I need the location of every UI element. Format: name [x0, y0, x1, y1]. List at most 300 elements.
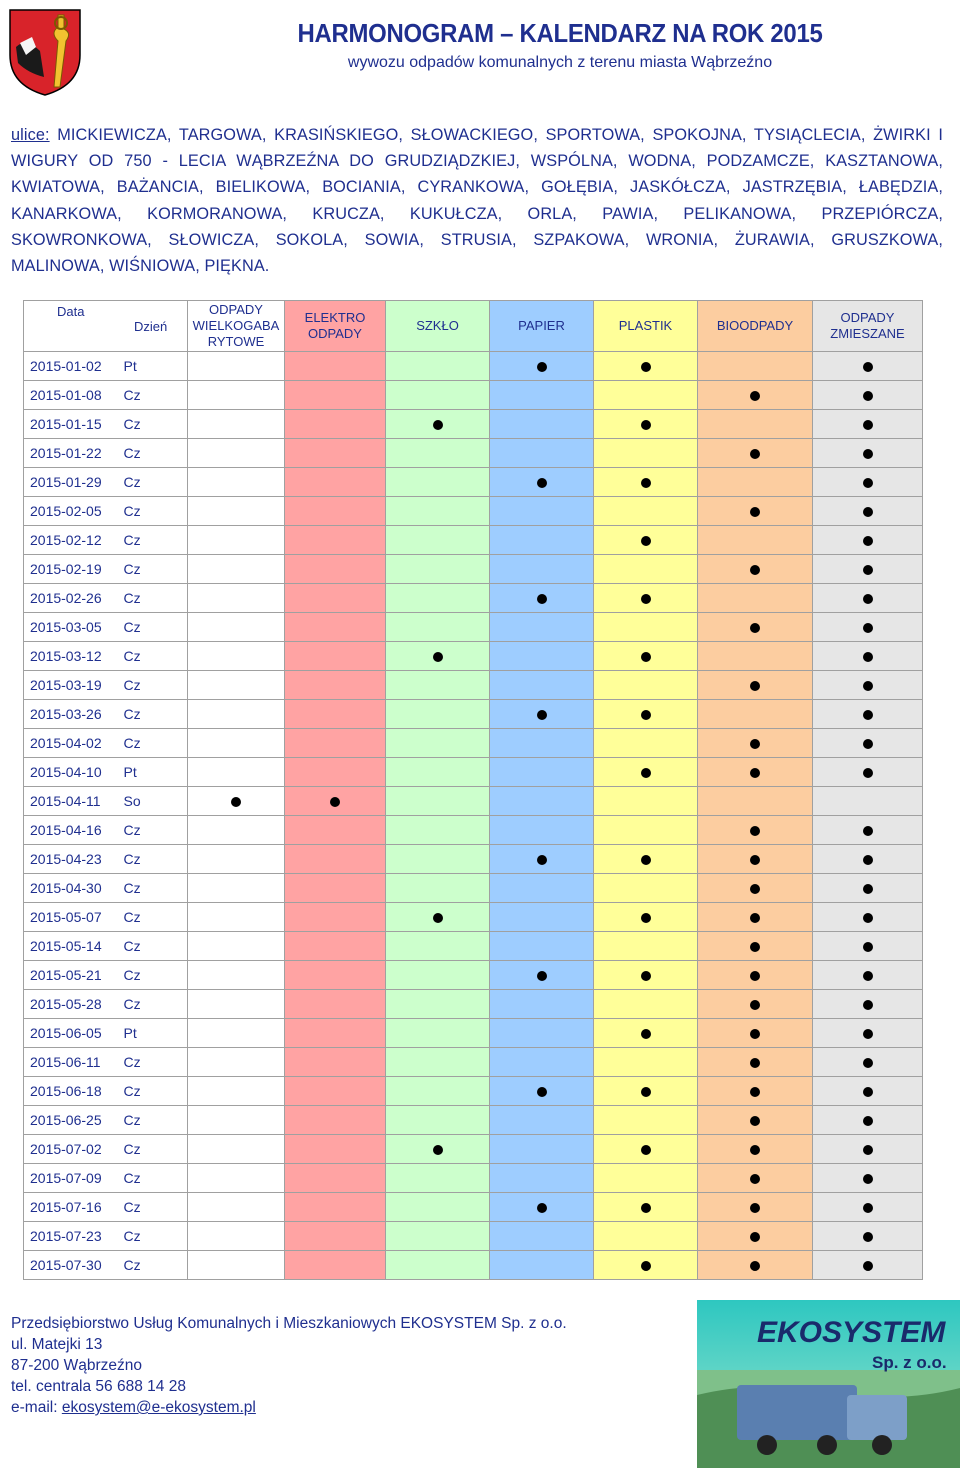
cell-wielkogabaryt: [188, 700, 285, 729]
cell-day: Cz: [121, 990, 188, 1019]
cell-plastik: [594, 990, 698, 1019]
cell-plastik: [594, 787, 698, 816]
cell-date: 2015-06-25: [24, 1106, 121, 1135]
header-date: Data: [57, 304, 85, 319]
cell-day: Cz: [121, 1048, 188, 1077]
cell-day: Cz: [121, 410, 188, 439]
cell-szklo: [386, 352, 490, 381]
table-row: [24, 903, 923, 932]
cell-zmieszane: [813, 787, 923, 816]
cell-elektro: [285, 1019, 386, 1048]
cell-elektro: [285, 932, 386, 961]
cell-day: Cz: [121, 555, 188, 584]
table-row: [24, 961, 923, 990]
table-row: [24, 874, 923, 903]
cell-zmieszane: [813, 352, 923, 381]
footer-street: ul. Matejki 13: [11, 1336, 103, 1353]
cell-bio: [698, 903, 813, 932]
bullet-dot-icon: [863, 826, 873, 836]
bullet-dot-icon: [863, 449, 873, 459]
cell-elektro: [285, 816, 386, 845]
cell-day: Cz: [121, 613, 188, 642]
cell-wielkogabaryt: [188, 1193, 285, 1222]
cell-day: So: [121, 787, 188, 816]
cell-bio: [698, 497, 813, 526]
bullet-dot-icon: [863, 478, 873, 488]
bullet-dot-icon: [863, 391, 873, 401]
bullet-dot-icon: [641, 971, 651, 981]
cell-date: 2015-03-19: [24, 671, 121, 700]
cell-wielkogabaryt: [188, 1048, 285, 1077]
bullet-dot-icon: [537, 971, 547, 981]
cell-papier: [490, 1222, 594, 1251]
bullet-dot-icon: [750, 565, 760, 575]
bullet-dot-icon: [750, 1116, 760, 1126]
cell-day: Cz: [121, 845, 188, 874]
bullet-dot-icon: [863, 884, 873, 894]
cell-wielkogabaryt: [188, 932, 285, 961]
bullet-dot-icon: [750, 971, 760, 981]
cell-elektro: [285, 613, 386, 642]
cell-plastik: [594, 932, 698, 961]
bullet-dot-icon: [863, 1058, 873, 1068]
cell-date: 2015-05-07: [24, 903, 121, 932]
cell-papier: [490, 1164, 594, 1193]
bullet-dot-icon: [641, 855, 651, 865]
cell-bio: [698, 642, 813, 671]
cell-date: 2015-07-16: [24, 1193, 121, 1222]
bullet-dot-icon: [750, 449, 760, 459]
cell-zmieszane: [813, 671, 923, 700]
bullet-dot-icon: [863, 739, 873, 749]
table-row: [24, 990, 923, 1019]
cell-date: 2015-04-10: [24, 758, 121, 787]
cell-elektro: [285, 468, 386, 497]
cell-szklo: [386, 874, 490, 903]
cell-plastik: [594, 1193, 698, 1222]
cell-plastik: [594, 758, 698, 787]
cell-day: Cz: [121, 1135, 188, 1164]
cell-wielkogabaryt: [188, 903, 285, 932]
cell-bio: [698, 932, 813, 961]
cell-papier: [490, 932, 594, 961]
cell-bio: [698, 787, 813, 816]
cell-zmieszane: [813, 642, 923, 671]
cell-plastik: [594, 961, 698, 990]
cell-plastik: [594, 1135, 698, 1164]
cell-day: Cz: [121, 381, 188, 410]
cell-zmieszane: [813, 1048, 923, 1077]
table-row: [24, 700, 923, 729]
bullet-dot-icon: [863, 652, 873, 662]
cell-day: Pt: [121, 352, 188, 381]
cell-szklo: [386, 961, 490, 990]
cell-szklo: [386, 1193, 490, 1222]
cell-date: 2015-05-28: [24, 990, 121, 1019]
cell-szklo: [386, 787, 490, 816]
cell-papier: [490, 845, 594, 874]
cell-date: 2015-03-05: [24, 613, 121, 642]
cell-wielkogabaryt: [188, 439, 285, 468]
cell-papier: [490, 1135, 594, 1164]
cell-zmieszane: [813, 1019, 923, 1048]
header-zmieszane: ODPADY ZMIESZANE: [813, 301, 923, 352]
cell-wielkogabaryt: [188, 584, 285, 613]
cell-plastik: [594, 468, 698, 497]
bullet-dot-icon: [641, 1261, 651, 1271]
cell-papier: [490, 584, 594, 613]
bullet-dot-icon: [231, 797, 241, 807]
cell-plastik: [594, 584, 698, 613]
bullet-dot-icon: [750, 507, 760, 517]
table-row: [24, 439, 923, 468]
cell-day: Cz: [121, 700, 188, 729]
bullet-dot-icon: [641, 710, 651, 720]
footer-email-label: e-mail:: [11, 1399, 62, 1416]
cell-szklo: [386, 613, 490, 642]
cell-bio: [698, 1048, 813, 1077]
cell-wielkogabaryt: [188, 961, 285, 990]
header-szklo: SZKŁO: [386, 301, 490, 352]
cell-plastik: [594, 671, 698, 700]
cell-zmieszane: [813, 903, 923, 932]
cell-elektro: [285, 1106, 386, 1135]
table-row: [24, 1019, 923, 1048]
cell-date: 2015-04-23: [24, 845, 121, 874]
cell-wielkogabaryt: [188, 1164, 285, 1193]
logo-suffix: Sp. z o.o.: [872, 1353, 947, 1372]
cell-elektro: [285, 903, 386, 932]
cell-plastik: [594, 903, 698, 932]
cell-day: Cz: [121, 1222, 188, 1251]
cell-elektro: [285, 874, 386, 903]
cell-szklo: [386, 1135, 490, 1164]
footer-city: 87-200 Wąbrzeźno: [11, 1357, 142, 1374]
bullet-dot-icon: [863, 942, 873, 952]
cell-zmieszane: [813, 990, 923, 1019]
cell-date: 2015-04-16: [24, 816, 121, 845]
cell-date: 2015-06-05: [24, 1019, 121, 1048]
cell-elektro: [285, 584, 386, 613]
cell-zmieszane: [813, 729, 923, 758]
cell-papier: [490, 439, 594, 468]
bullet-dot-icon: [750, 1261, 760, 1271]
table-row: [24, 729, 923, 758]
cell-szklo: [386, 1251, 490, 1280]
bullet-dot-icon: [750, 1058, 760, 1068]
cell-wielkogabaryt: [188, 1077, 285, 1106]
cell-wielkogabaryt: [188, 816, 285, 845]
town-coat-of-arms-icon: [6, 7, 84, 97]
cell-bio: [698, 1019, 813, 1048]
cell-elektro: [285, 439, 386, 468]
cell-elektro: [285, 1193, 386, 1222]
cell-wielkogabaryt: [188, 874, 285, 903]
cell-day: Cz: [121, 526, 188, 555]
cell-elektro: [285, 961, 386, 990]
cell-zmieszane: [813, 1222, 923, 1251]
cell-bio: [698, 758, 813, 787]
cell-date: 2015-04-02: [24, 729, 121, 758]
cell-date: 2015-01-08: [24, 381, 121, 410]
page-title: HARMONOGRAM – KALENDARZ NA ROK 2015: [297, 18, 823, 48]
cell-papier: [490, 990, 594, 1019]
cell-elektro: [285, 381, 386, 410]
cell-date: 2015-01-22: [24, 439, 121, 468]
table-row: [24, 555, 923, 584]
cell-day: Cz: [121, 1106, 188, 1135]
table-row: [24, 1251, 923, 1280]
cell-bio: [698, 961, 813, 990]
cell-day: Cz: [121, 642, 188, 671]
bullet-dot-icon: [863, 1203, 873, 1213]
table-row: [24, 845, 923, 874]
cell-zmieszane: [813, 497, 923, 526]
bullet-dot-icon: [750, 1174, 760, 1184]
cell-szklo: [386, 700, 490, 729]
cell-bio: [698, 1135, 813, 1164]
cell-papier: [490, 352, 594, 381]
table-row: [24, 1106, 923, 1135]
bullet-dot-icon: [750, 768, 760, 778]
cell-wielkogabaryt: [188, 845, 285, 874]
cell-day: Cz: [121, 1077, 188, 1106]
cell-date: 2015-07-23: [24, 1222, 121, 1251]
cell-zmieszane: [813, 932, 923, 961]
cell-bio: [698, 1077, 813, 1106]
header-plastik: PLASTIK: [594, 301, 698, 352]
cell-elektro: [285, 352, 386, 381]
table-row: [24, 671, 923, 700]
cell-wielkogabaryt: [188, 468, 285, 497]
cell-date: 2015-05-14: [24, 932, 121, 961]
cell-szklo: [386, 381, 490, 410]
cell-papier: [490, 1251, 594, 1280]
cell-szklo: [386, 1048, 490, 1077]
streets-list: [11, 122, 943, 279]
cell-szklo: [386, 932, 490, 961]
footer-phone: tel. centrala 56 688 14 28: [11, 1378, 186, 1395]
bullet-dot-icon: [750, 681, 760, 691]
bullet-dot-icon: [641, 1087, 651, 1097]
bullet-dot-icon: [433, 420, 443, 430]
bullet-dot-icon: [750, 623, 760, 633]
schedule-table-wrapper: [23, 300, 923, 1280]
cell-szklo: [386, 845, 490, 874]
bullet-dot-icon: [863, 768, 873, 778]
page-subtitle: wywozu odpadów komunalnych z terenu miasta Wąbrzeźno: [347, 54, 773, 71]
cell-elektro: [285, 845, 386, 874]
cell-plastik: [594, 352, 698, 381]
cell-szklo: [386, 642, 490, 671]
footer-email-line: [11, 1397, 567, 1418]
cell-date: 2015-07-30: [24, 1251, 121, 1280]
cell-date: 2015-06-18: [24, 1077, 121, 1106]
cell-date: 2015-05-21: [24, 961, 121, 990]
cell-plastik: [594, 700, 698, 729]
bullet-dot-icon: [750, 942, 760, 952]
bullet-dot-icon: [641, 1029, 651, 1039]
cell-zmieszane: [813, 1106, 923, 1135]
cell-papier: [490, 671, 594, 700]
cell-bio: [698, 381, 813, 410]
cell-szklo: [386, 729, 490, 758]
logo-name: EKOSYSTEM: [757, 1316, 946, 1349]
cell-papier: [490, 1077, 594, 1106]
cell-szklo: [386, 903, 490, 932]
bullet-dot-icon: [641, 478, 651, 488]
cell-papier: [490, 874, 594, 903]
cell-plastik: [594, 613, 698, 642]
cell-elektro: [285, 410, 386, 439]
cell-plastik: [594, 381, 698, 410]
bullet-dot-icon: [433, 1145, 443, 1155]
cell-wielkogabaryt: [188, 1019, 285, 1048]
ekosystem-logo: [697, 1300, 960, 1468]
cell-bio: [698, 468, 813, 497]
table-row: [24, 468, 923, 497]
cell-day: Cz: [121, 961, 188, 990]
cell-bio: [698, 1164, 813, 1193]
cell-plastik: [594, 1164, 698, 1193]
table-row: [24, 526, 923, 555]
cell-wielkogabaryt: [188, 613, 285, 642]
table-row: [24, 1193, 923, 1222]
bullet-dot-icon: [641, 594, 651, 604]
table-row: [24, 1048, 923, 1077]
cell-bio: [698, 1222, 813, 1251]
cell-wielkogabaryt: [188, 381, 285, 410]
cell-zmieszane: [813, 526, 923, 555]
bullet-dot-icon: [863, 855, 873, 865]
bullet-dot-icon: [641, 420, 651, 430]
cell-wielkogabaryt: [188, 758, 285, 787]
cell-day: Cz: [121, 874, 188, 903]
cell-papier: [490, 497, 594, 526]
cell-zmieszane: [813, 1164, 923, 1193]
footer-email-link[interactable]: ekosystem@e-ekosystem.pl: [61, 1399, 256, 1416]
cell-plastik: [594, 874, 698, 903]
bullet-dot-icon: [863, 913, 873, 923]
cell-plastik: [594, 642, 698, 671]
cell-papier: [490, 410, 594, 439]
cell-day: Cz: [121, 1164, 188, 1193]
cell-plastik: [594, 1222, 698, 1251]
cell-plastik: [594, 1048, 698, 1077]
cell-bio: [698, 1106, 813, 1135]
cell-papier: [490, 526, 594, 555]
cell-plastik: [594, 1106, 698, 1135]
cell-papier: [490, 468, 594, 497]
cell-plastik: [594, 497, 698, 526]
cell-plastik: [594, 729, 698, 758]
cell-elektro: [285, 787, 386, 816]
cell-elektro: [285, 729, 386, 758]
cell-papier: [490, 381, 594, 410]
cell-date: 2015-03-26: [24, 700, 121, 729]
bullet-dot-icon: [537, 478, 547, 488]
cell-szklo: [386, 990, 490, 1019]
table-row: [24, 1164, 923, 1193]
cell-papier: [490, 816, 594, 845]
bullet-dot-icon: [863, 565, 873, 575]
table-row: [24, 787, 923, 816]
bullet-dot-icon: [641, 1203, 651, 1213]
cell-plastik: [594, 526, 698, 555]
cell-zmieszane: [813, 613, 923, 642]
bullet-dot-icon: [863, 623, 873, 633]
table-header-row: [24, 301, 923, 352]
cell-plastik: [594, 439, 698, 468]
cell-wielkogabaryt: [188, 787, 285, 816]
cell-zmieszane: [813, 874, 923, 903]
cell-szklo: [386, 410, 490, 439]
cell-wielkogabaryt: [188, 671, 285, 700]
cell-zmieszane: [813, 961, 923, 990]
cell-elektro: [285, 1222, 386, 1251]
cell-day: Cz: [121, 468, 188, 497]
cell-zmieszane: [813, 845, 923, 874]
bullet-dot-icon: [863, 1087, 873, 1097]
bullet-dot-icon: [537, 855, 547, 865]
table-row: [24, 642, 923, 671]
cell-date: 2015-02-12: [24, 526, 121, 555]
cell-day: Pt: [121, 758, 188, 787]
cell-bio: [698, 816, 813, 845]
cell-bio: [698, 845, 813, 874]
header-elektro: ELEKTRO ODPADY: [285, 301, 386, 352]
bullet-dot-icon: [537, 1087, 547, 1097]
cell-elektro: [285, 555, 386, 584]
bullet-dot-icon: [863, 507, 873, 517]
cell-papier: [490, 758, 594, 787]
cell-date: 2015-01-02: [24, 352, 121, 381]
cell-papier: [490, 903, 594, 932]
cell-papier: [490, 613, 594, 642]
bullet-dot-icon: [433, 652, 443, 662]
bullet-dot-icon: [641, 362, 651, 372]
bullet-dot-icon: [863, 536, 873, 546]
cell-szklo: [386, 1106, 490, 1135]
cell-plastik: [594, 1019, 698, 1048]
cell-date: 2015-04-11: [24, 787, 121, 816]
cell-zmieszane: [813, 555, 923, 584]
cell-bio: [698, 729, 813, 758]
bullet-dot-icon: [750, 1232, 760, 1242]
cell-day: Cz: [121, 903, 188, 932]
cell-day: Cz: [121, 816, 188, 845]
cell-date: 2015-03-12: [24, 642, 121, 671]
cell-plastik: [594, 816, 698, 845]
bullet-dot-icon: [863, 1029, 873, 1039]
cell-elektro: [285, 1164, 386, 1193]
cell-elektro: [285, 671, 386, 700]
header-papier: PAPIER: [490, 301, 594, 352]
table-row: [24, 816, 923, 845]
cell-elektro: [285, 642, 386, 671]
header-bio: BIOODPADY: [698, 301, 813, 352]
streets-text: MICKIEWICZA, TARGOWA, KRASIŃSKIEGO, SŁOWACKIEGO, SPORTOWA, SPOKOJNA, TYSIĄCLECIA, ŻWIRKI I WIGURY OD 750 - LECIA WĄBRZEŹNA DO GRUDZIĄDZKIEJ, WSPÓLNA, WODNA, PODZAMCZE, KASZTANOWA, KWIATOWA, BAŻANCIA, BIELIKOWA, BOCIANIA, CYRANKOWA, GOŁĘBIA, JASKÓŁCZA, JASTRZĘBIA, ŁABĘDZIA, KANARKOWA, KORMORANOWA, KRUCZA, KUKUŁCZA, ORLA, PAWIA, PELIKANOWA, PRZEPIÓRCZA, SKOWRONKOWA, SŁOWICZA, SOKOLA, SOWIA, STRUSIA, SZPAKOWA, WRONIA, ŻURAWIA, GRUSZKOWA, MALINOWA, WIŚNIOWA, PIĘKNA.: [11, 126, 943, 276]
cell-bio: [698, 874, 813, 903]
cell-bio: [698, 526, 813, 555]
bullet-dot-icon: [750, 1000, 760, 1010]
bullet-dot-icon: [863, 1232, 873, 1242]
cell-szklo: [386, 1077, 490, 1106]
cell-elektro: [285, 700, 386, 729]
cell-papier: [490, 1106, 594, 1135]
cell-plastik: [594, 845, 698, 874]
bullet-dot-icon: [750, 739, 760, 749]
